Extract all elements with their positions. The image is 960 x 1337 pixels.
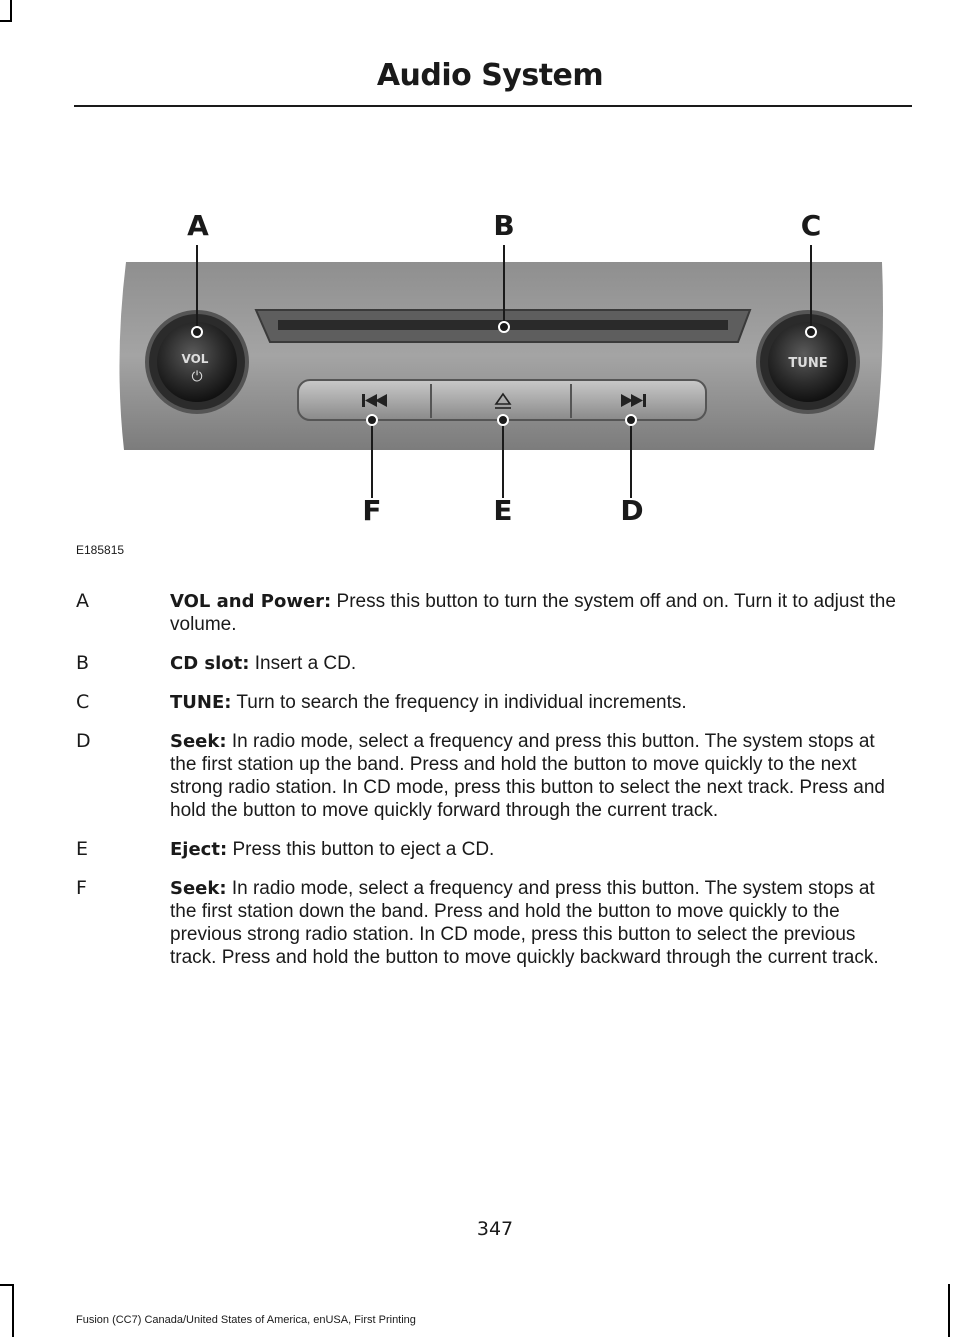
item-letter: C <box>76 691 90 713</box>
item-letter: D <box>76 730 91 752</box>
item-text: Insert a CD. <box>254 653 357 674</box>
item-text: Press this button to turn the system off and on. Turn it to adjust the volume. <box>170 591 896 635</box>
item-text: Turn to search the frequency in individual increments. <box>236 692 687 713</box>
page-title: Audio System <box>376 58 604 93</box>
list-item <box>76 838 906 861</box>
figure-code: E185815 <box>76 543 125 557</box>
item-letter: F <box>76 877 87 899</box>
item-term: Seek: <box>170 878 227 899</box>
crop-mark <box>0 1284 14 1286</box>
callout-f: F <box>362 494 382 527</box>
item-letter: E <box>76 838 89 860</box>
item-term: CD slot: <box>170 653 250 674</box>
item-term: TUNE: <box>170 692 232 713</box>
item-term: Eject: <box>170 839 228 860</box>
crop-mark <box>12 1284 14 1337</box>
crop-mark <box>948 1284 950 1337</box>
header-divider <box>74 105 912 107</box>
callout-d: D <box>620 494 644 527</box>
vol-label: VOL <box>181 352 209 366</box>
footer-text: Fusion (CC7) Canada/United States of America, enUSA, First Printing <box>76 1314 416 1326</box>
list-item <box>76 730 906 822</box>
tune-label: TUNE <box>788 356 828 371</box>
item-term: VOL and Power: <box>170 591 332 612</box>
audio-panel-figure <box>74 200 912 540</box>
callout-b: B <box>493 209 515 242</box>
callout-c: C <box>800 209 822 242</box>
item-letter: B <box>76 652 90 674</box>
power-icon: ⏻ <box>191 369 203 385</box>
item-text: In radio mode, select a frequency and press this button. The system stops at the first station down the band. Press and hold the button to move quickly to the previous strong radio station. In CD mode, press this button to select the previous track. Press and hold the button to move quickly backward through the current track. <box>170 878 879 968</box>
list-item <box>76 590 906 636</box>
item-text: Press this button to eject a CD. <box>232 839 495 860</box>
list-item <box>76 652 906 675</box>
description-list <box>76 590 906 985</box>
callout-a: A <box>187 209 209 242</box>
list-item <box>76 691 906 714</box>
page-number: 347 <box>476 1218 514 1240</box>
crop-mark <box>0 20 12 22</box>
item-term: Seek: <box>170 731 227 752</box>
item-letter: A <box>76 590 89 612</box>
callout-e: E <box>493 494 513 527</box>
list-item <box>76 877 906 969</box>
crop-mark <box>10 0 12 22</box>
item-text: In radio mode, select a frequency and press this button. The system stops at the first station up the band. Press and hold the button to move quickly to the next strong radio station. In CD mode, press this button to select the next track. Press and hold the button to move quickly forward through the current track. <box>170 731 885 821</box>
